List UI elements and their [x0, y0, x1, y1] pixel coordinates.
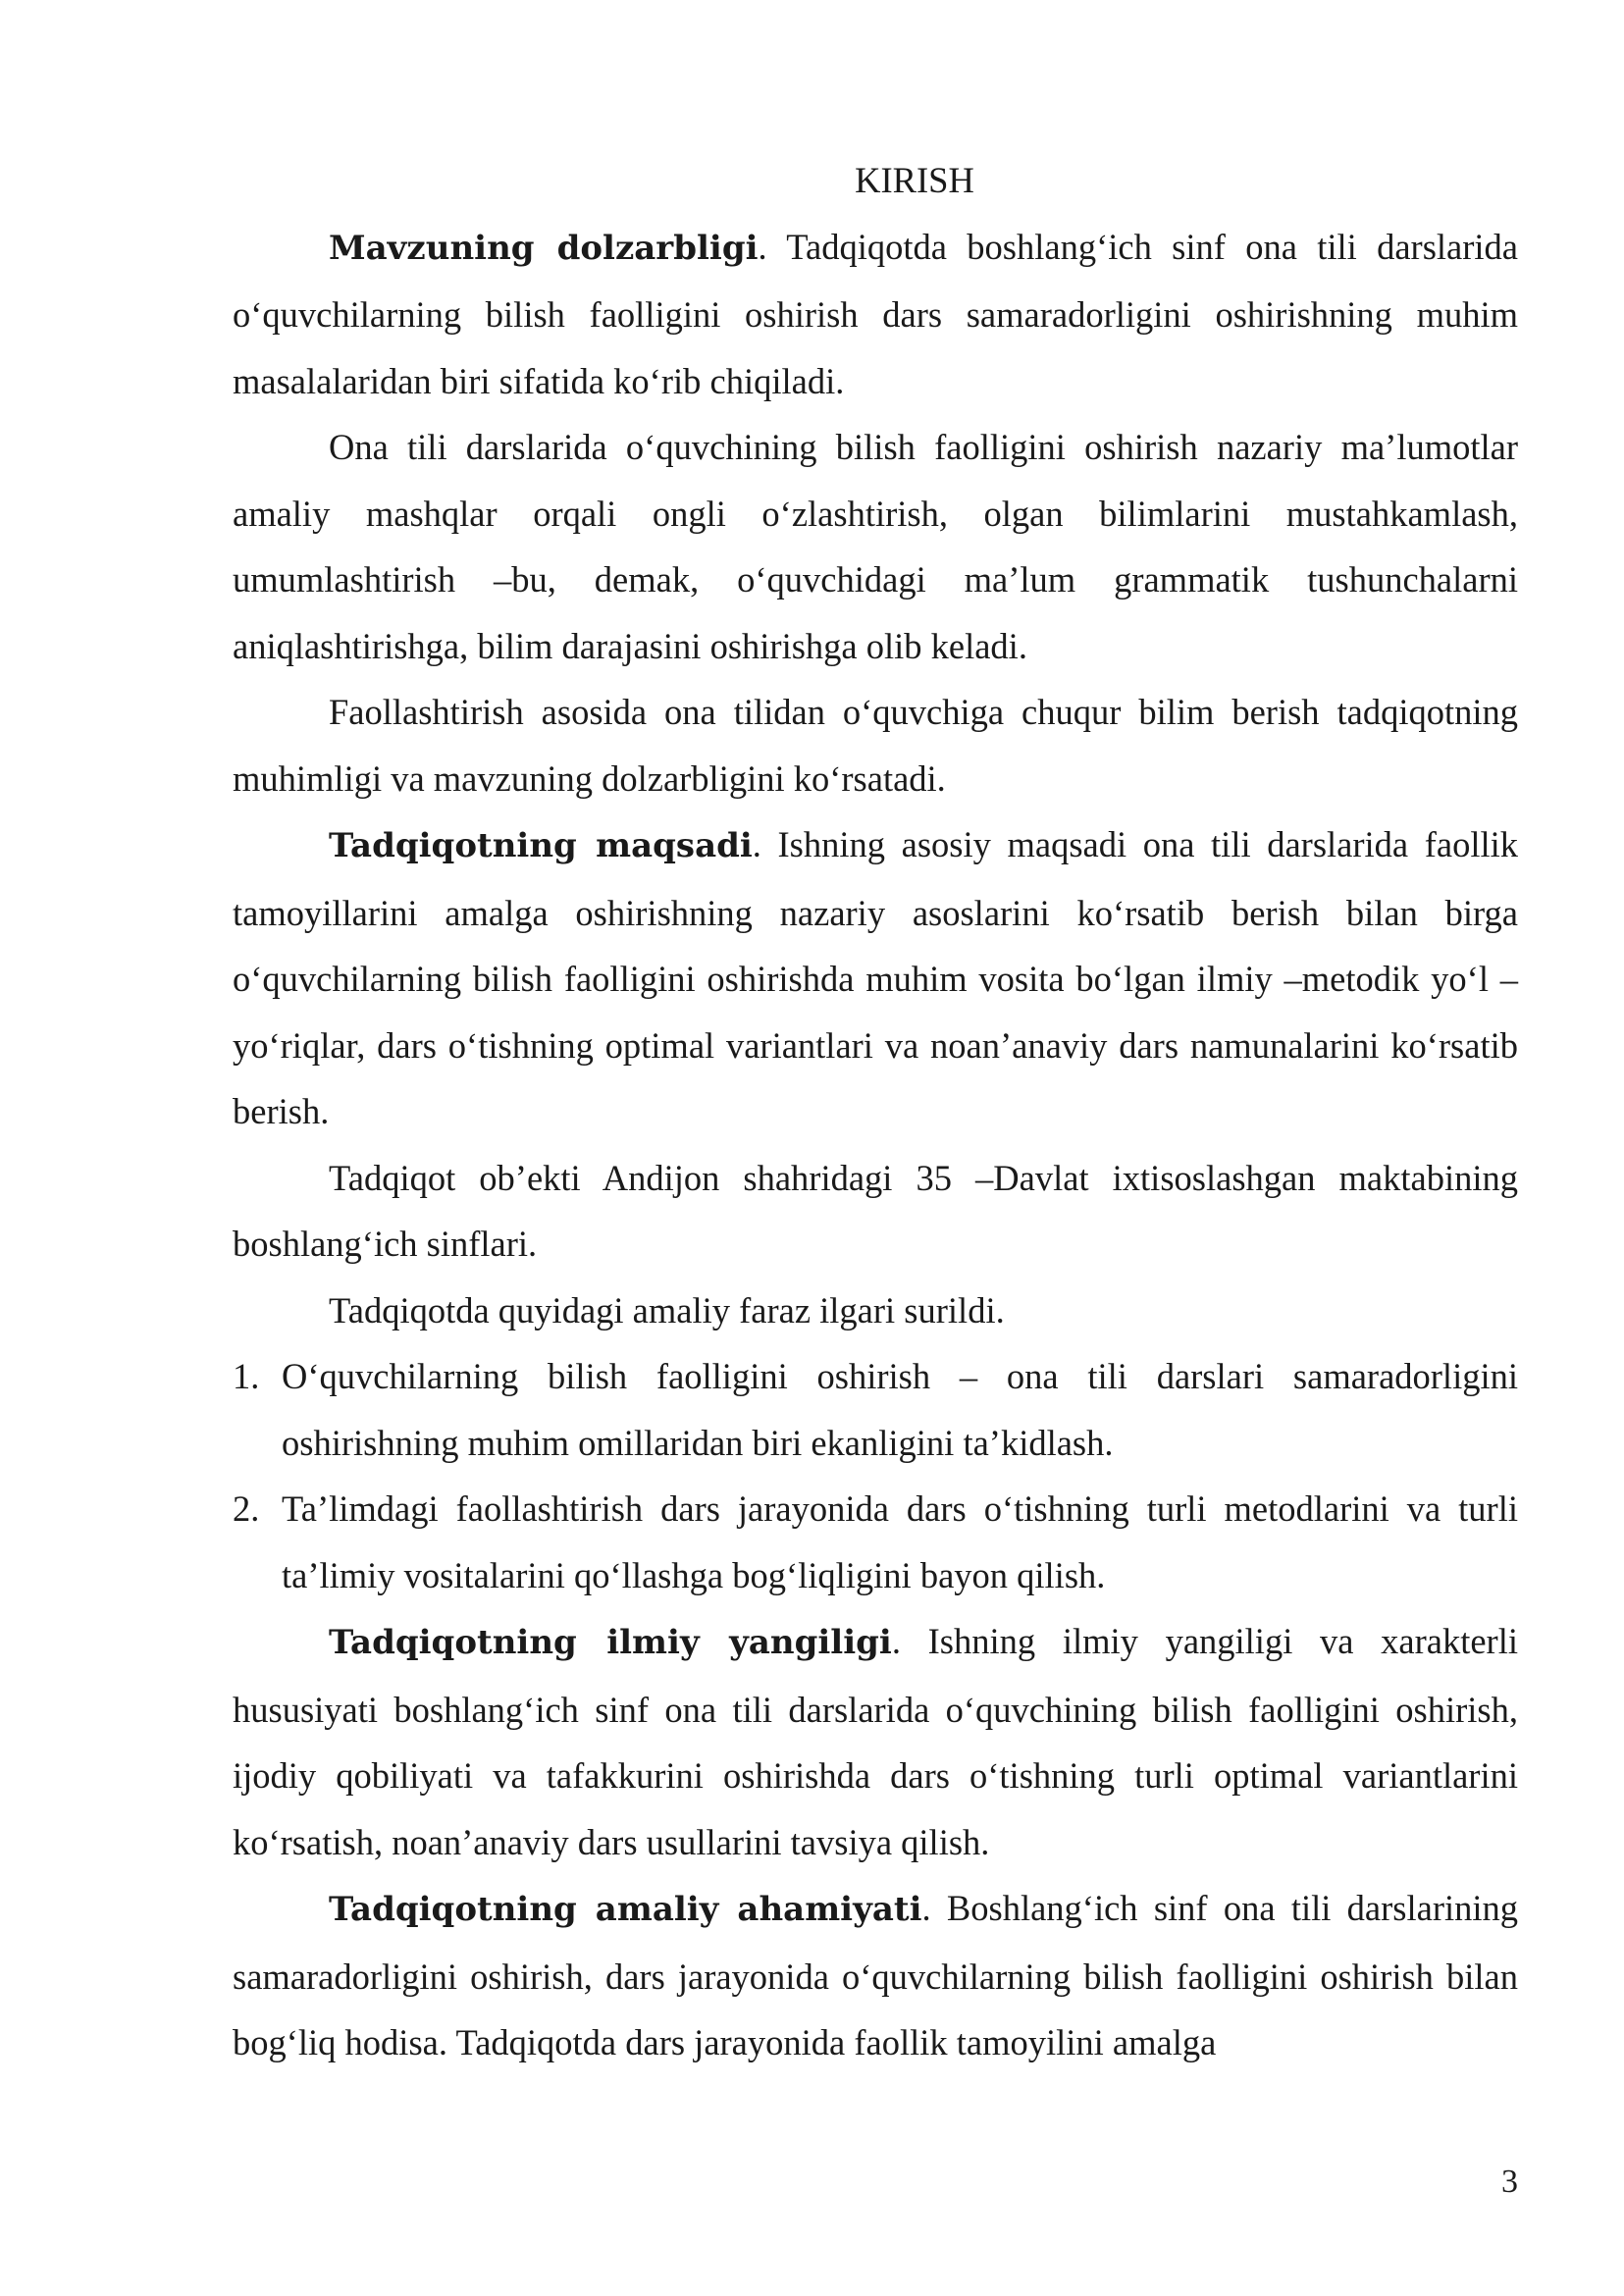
hypotheses-list	[233, 1343, 1518, 1608]
significance-paragraph	[233, 1875, 1518, 2076]
hypothesis-intro: Tadqiqotda quyidagi amaliy faraz ilgari surildi.	[329, 1289, 1005, 1331]
goal-heading: Tadqiqotning maqsadi	[329, 826, 753, 865]
list-item	[233, 1343, 1518, 1476]
goal-text: . Ishning asosiy maqsadi ona tili darslarida faollik tamoyillarini amalga oshirishning nazariy asoslarini ko‘rsatib berish bilan birga o‘quvchilarning bilish faolligini oshirishda muhim vosita bo‘lgan ilmiy –metodik yo‘l –yo‘riqlar, dars o‘tishning optimal variantlari va noan’anaviy dars namunalarini ko‘rsatib berish.	[233, 824, 1518, 1131]
document-page	[233, 147, 1518, 2076]
novelty-paragraph	[233, 1608, 1518, 1875]
significance-text: . Boshlang‘ich sinf ona tili darslarining samaradorligini oshirish, dars jarayonida o‘quvchilarning bilish faolligini oshirish bilan bog‘liq hodisa. Tadqiqotda dars jarayonida faollik tamoyilini amalga	[233, 1888, 1519, 2062]
relevance-heading: Mavzuning dolzarbligi	[329, 228, 759, 268]
page-title: KIRISH	[855, 160, 974, 200]
paragraph-2: Ona tili darslarida o‘quvchining bilish faolligini oshirish nazariy ma’lumotlar amaliy mashqlar orqali ongli o‘zlashtirish, olgan bilimlarini mustahkamlash, umumlashtirish –bu, demak, o‘quvchidagi ma’lum grammatik tushunchalarni aniqlashtirishga, bilim darajasini oshirishga olib keladi.	[233, 427, 1518, 666]
list-item-text: Ta’limdagi faollashtirish dars jarayonida dars o‘tishning turli metodlarini va turli ta’limiy vositalarini qo‘llashga bog‘liqligini bayon qilish.	[282, 1488, 1518, 1595]
list-item-text: O‘quvchilarning bilish faolligini oshirish – ona tili darslari samaradorligini oshirishning muhim omillaridan biri ekanligini ta’kidlash.	[282, 1356, 1518, 1463]
novelty-text: . Ishning ilmiy yangiligi va xarakterli hususiyati boshlang‘ich sinf ona tili darslarida o‘quvchining bilish faolligini oshirish, ijodiy qobiliyati va tafakkurini oshirishda dars o‘tishning turli optimal variantlarini ko‘rsatish, noan’anaviy dars usullarini tavsiya qilish.	[233, 1621, 1518, 1862]
significance-heading: Tadqiqotning amaliy ahamiyati	[329, 1890, 922, 1929]
list-item	[233, 1476, 1518, 1608]
novelty-heading: Tadqiqotning ilmiy yangiligi	[329, 1623, 892, 1662]
page-number: 3	[1501, 2164, 1518, 2200]
list-number: 2.	[233, 1488, 260, 1529]
relevance-paragraph	[233, 214, 1518, 415]
goal-paragraph	[233, 811, 1518, 1145]
relevance-text: . Tadqiqotda boshlang‘ich sinf ona tili darslarida o‘quvchilarning bilish faolligini oshirish dars samaradorligini oshirishning muhim masalalaridan biri sifatida ko‘rib chiqiladi.	[233, 226, 1518, 401]
paragraph-3: Faollashtirish asosida ona tilidan o‘quvchiga chuqur bilim berish tadqiqotning muhimligi va mavzuning dolzarbligini ko‘rsatadi.	[233, 692, 1518, 799]
list-number: 1.	[233, 1356, 260, 1396]
object-paragraph: Tadqiqot ob’ekti Andijon shahridagi 35 –Davlat ixtisoslashgan maktabining boshlang‘ich sinflari.	[233, 1157, 1518, 1264]
